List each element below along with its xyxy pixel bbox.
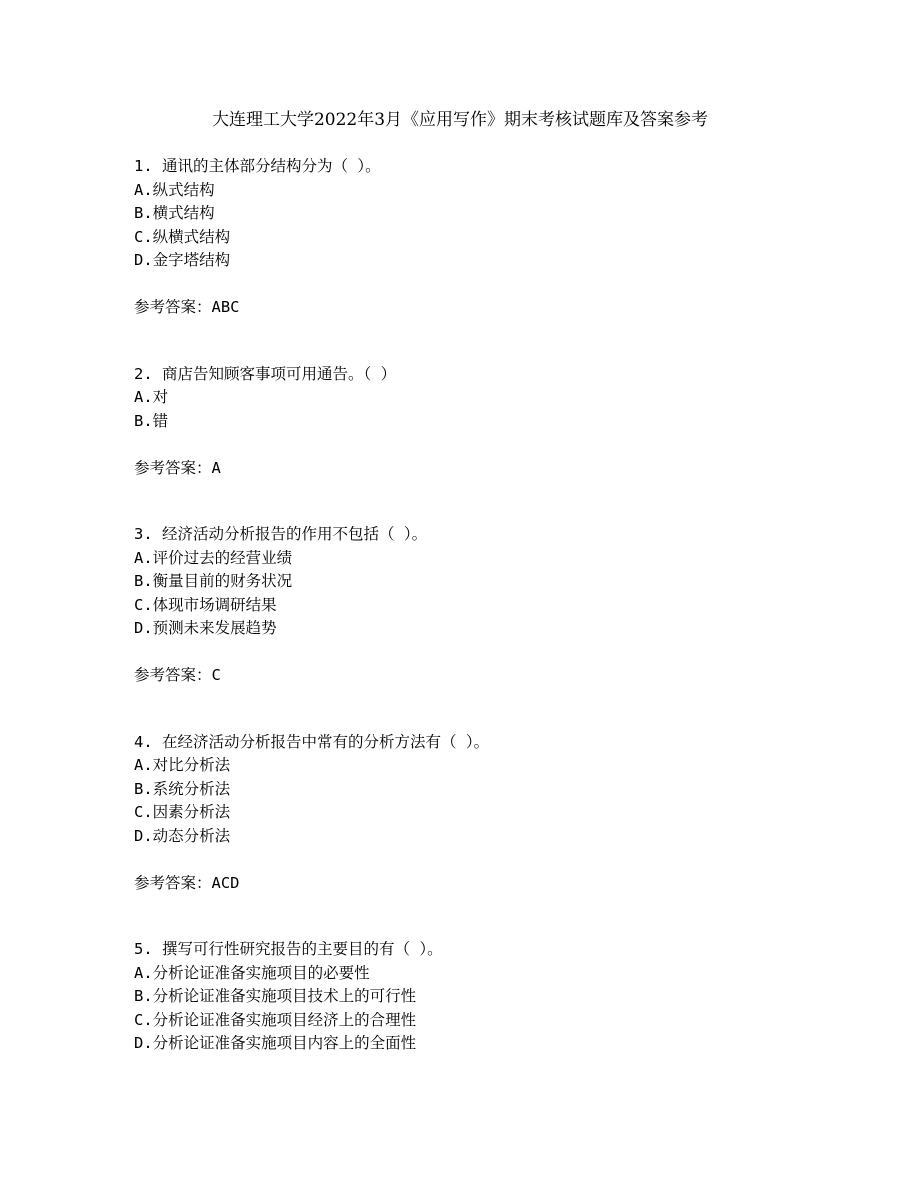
option-a: A.评价过去的经营业绩 — [134, 548, 293, 567]
question-text: 经济活动分析报告的作用不包括（ ）。 — [162, 525, 428, 543]
reference-answer: 参考答案：C — [134, 666, 221, 684]
option-d: D.动态分析法 — [134, 826, 231, 845]
option-c: C.体现市场调研结果 — [134, 595, 277, 614]
option-c: C.分析论证准备实施项目经济上的合理性 — [134, 1010, 417, 1029]
question-stem — [134, 363, 854, 387]
option-d: D.预测未来发展趋势 — [134, 619, 277, 637]
option-d: D.分析论证准备实施项目内容上的全面性 — [134, 1034, 417, 1052]
option-a: A.对比分析法 — [134, 756, 231, 774]
option-c: C.因素分析法 — [134, 803, 231, 821]
option-a: A.分析论证准备实施项目的必要性 — [134, 963, 370, 982]
question-text: 在经济活动分析报告中常有的分析方法有（ ）。 — [162, 732, 490, 751]
question-number: 5. — [134, 940, 153, 958]
question-text: 通讯的主体部分结构分为（ ）。 — [162, 157, 381, 175]
question-stem — [134, 155, 854, 179]
question-number: 4. — [134, 732, 153, 751]
option-a: A.对 — [134, 388, 169, 406]
question-item — [134, 155, 854, 320]
reference-answer: 参考答案：ABC — [134, 298, 240, 316]
reference-answer: 参考答案：ACD — [134, 873, 240, 892]
question-text: 撰写可行性研究报告的主要目的有（ ）。 — [162, 940, 443, 958]
reference-answer: 参考答案：A — [134, 458, 221, 477]
question-stem — [134, 731, 854, 755]
question-item — [134, 938, 854, 1056]
option-b: B.系统分析法 — [134, 779, 231, 798]
question-item — [134, 731, 854, 896]
option-b: B.分析论证准备实施项目技术上的可行性 — [134, 987, 417, 1005]
option-b: B.错 — [134, 411, 169, 430]
option-a: A.纵式结构 — [134, 180, 215, 199]
option-b: B.衡量目前的财务状况 — [134, 572, 293, 590]
question-number: 3. — [134, 525, 153, 543]
question-item — [134, 523, 854, 688]
question-stem — [134, 523, 854, 547]
option-b: B.横式结构 — [134, 204, 215, 222]
question-stem — [134, 938, 854, 962]
question-list — [134, 155, 854, 1056]
question-number: 1. — [134, 157, 153, 175]
question-text: 商店告知顾客事项可用通告。（ ） — [162, 364, 397, 383]
option-d: D.金字塔结构 — [134, 251, 231, 269]
question-item — [134, 363, 854, 481]
option-c: C.纵横式结构 — [134, 227, 231, 246]
document-title: 大连理工大学2022年3月《应用写作》期末考核试题库及答案参考 — [211, 110, 709, 130]
question-number: 2. — [134, 364, 153, 383]
